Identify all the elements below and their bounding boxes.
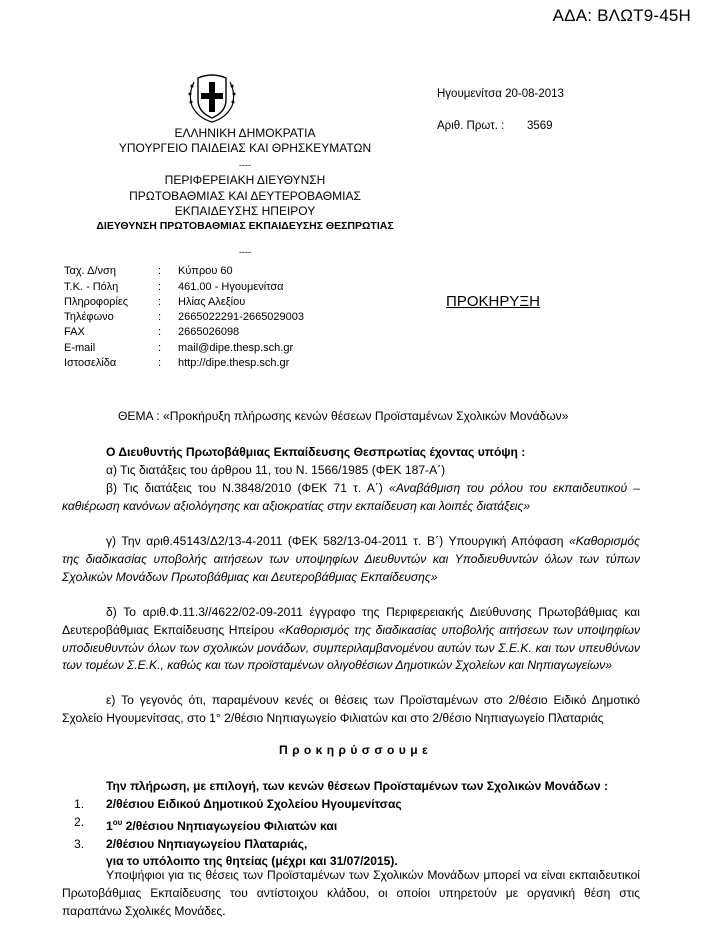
list-item-text: 2/θέσιου Ειδικού Δημοτικού Σχολείου Ηγουμενίτσας [106,797,402,811]
header-regional-line1: ΠΕΡΙΦΕΡΕΙΑΚΗ ΔΙΕΥΘΥΝΣΗ [164,173,326,187]
subject-line: ΘΕΜΑ : «Προκήρυξη πλήρωσης κενών θέσεων Προϊσταμένων Σχολικών Μονάδων» [118,409,569,423]
paragraph-b [62,480,640,516]
greek-coat-of-arms-icon [184,70,240,124]
list-item-text: 2/θέσιου Νηπιαγωγείου Πλαταριάς, [106,836,308,851]
paragraph-b-quote: «Αναβάθμιση του ρόλου του εκπαιδευτικού – καθιέρωση κανόνων αξιολόγησης και αξιοκρατίας στην εκπαίδευση και λοιπές διατάξεις» [62,481,640,513]
contact-value-address: Κύπρου 60 [178,265,233,277]
contact-colon: : [158,281,162,293]
ada-code: ΑΔΑ: ΒΛΩΤ9-45Η [552,6,691,25]
list-number: 3. [74,836,85,851]
list-item [74,796,402,814]
contact-label: E-mail [64,342,96,354]
contact-label: FAX [64,326,85,338]
document-title: ΠΡΟΚΗΡΥΞΗ [446,293,540,310]
list-item-text: 2/θέσιου Νηπιαγωγείου Φιλιατών και [122,818,338,833]
paragraph-e: ε) Το γεγονός ότι, παραμένουν κενές οι θέσεις των Προϊσταμένων στο 2/θέσιο Ειδικό Δημοτικό Σχολείο Ηγουμενίτσας, στο 1° 2/θέσιο Νηπιαγωγείο Φιλιατών και στο 2/θέσιο Νηπιαγωγείο Πλαταριάς [62,693,640,725]
list-item-superscript: ου [112,817,123,827]
contact-colon: : [158,342,162,354]
contact-value-fax: 2665026098 [178,326,240,338]
header-separator: ---- [239,160,251,170]
contact-value-info: Ηλίας Αλεξίου [178,296,246,308]
contact-value-website[interactable]: http://dipe.thesp.sch.gr [178,357,290,369]
paragraph-a: α) Τις διατάξεις του άρθρου 11, του Ν. 1566/1985 (ΦΕΚ 187-Α΄) [106,463,446,477]
list-item-term: για το υπόλοιπο της θητείας (μέχρι και 31/07/2015). [106,854,398,869]
header-separator-2: ---- [239,247,251,257]
list-item-text: 1 [106,818,113,833]
protocol-label: Αριθ. Πρωτ. : [437,120,505,132]
list-number: 2. [74,814,85,829]
list-item [74,814,402,836]
closing-paragraph: Υποψήφιοι για τις θέσεις των Προϊσταμένων των Σχολικών Μονάδων μπορεί να είναι εκπαιδευτικοί Πρωτοβάθμιας Εκπαίδευσης του αντίστοιχου κλάδου, οι οποίοι υπηρετούν με οργανική θέση στις παραπάνω Σχολικές Μονάδες. [62,868,640,918]
header-directorate: ΔΙΕΥΘΥΝΣΗ ΠΡΩΤΟΒΑΘΜΙΑΣ ΕΚΠΑΙΔΕΥΣΗΣ ΘΕΣΠΡΩΤΙΑΣ [96,220,394,232]
list-item [74,836,402,872]
contact-label: Ταχ. Δ/νση [64,265,116,277]
paragraph-b-text: β) Τις διατάξεις του Ν.3848/2010 (ΦΕΚ 71 τ. Α΄) [106,481,389,495]
contact-label: Τηλέφωνο [64,311,114,323]
header-country: ΕΛΛΗΝΙΚΗ ΔΗΜΟΚΡΑΤΙΑ [174,126,316,140]
contact-label: Ιστοσελίδα [64,357,117,369]
paragraph-c-text: γ) Την αριθ.45143/Δ2/13-4-2011 (ΦΕΚ 582/13-04-2011 τ. Β΄) Υπουργική Απόφαση [106,534,570,548]
contact-value-phone: 2665022291-2665029003 [178,311,305,323]
contact-label: Πληροφορίες [64,296,129,308]
place-date: Ηγουμενίτσα 20-08-2013 [437,88,564,100]
intro-line: Ο Διευθυντής Πρωτοβάθμιας Εκπαίδευσης Θεσπρωτίας έχοντας υπόψη : [106,445,526,459]
header-ministry: ΥΠΟΥΡΓΕΙΟ ΠΑΙΔΕΙΑΣ ΚΑΙ ΘΡΗΣΚΕΥΜΑΤΩΝ [118,141,372,155]
paragraph-c-quote: «Καθορισμός της διαδικασίας υποβολής αιτήσεων των υποψηφίων Διευθυντών και Υποδιευθυντών όλων των τύπων Σχολικών Μονάδων Πρωτοβάθμιας και Δευτεροβάθμιας Εκπαίδευσης» [62,534,640,584]
paragraph-c [62,533,640,586]
paragraph-d-text: δ) Το αριθ.Φ.11.3//4622/02-09-2011 έγγραφο της Περιφερειακής Διεύθυνσης Πρωτοβάθμιας και Δευτεροβάθμιας Εκπαίδευσης Ηπείρου [62,605,640,637]
proclaim-heading: Π ρ ο κ η ρ ύ σ σ ο υ μ ε [279,743,429,757]
contact-value-postcode: 461.00 - Ηγουμενίτσα [178,281,284,293]
list-number: 1. [74,797,85,811]
paragraph-d-quote: «Καθορισμός της διαδικασίας υποβολής αιτήσεων των υποψηφίων υποδιευθυντών όλων των σχολικών μονάδων, συμπεριλαμβανομένου αυτών των Σ.Ε.Κ. και των υπευθύνων των τομέων Σ.Ε.Κ., καθώς και των προϊσταμένων ολιγοθέσιων Δημοτικών Σχολείων και Νηπιαγωγείων» [62,622,640,673]
contact-colon: : [158,265,162,277]
contact-colon: : [158,357,162,369]
paragraph-d [62,604,640,675]
contact-colon: : [158,326,162,338]
school-list [74,796,402,871]
protocol-number: 3569 [527,120,553,132]
contact-colon: : [158,311,162,323]
header-regional-line3: ΕΚΠΑΙΔΕΥΣΗΣ ΗΠΕΙΡΟΥ [174,204,316,218]
contact-value-email[interactable]: mail@dipe.thesp.sch.gr [178,342,294,354]
contact-label: Τ.Κ. - Πόλη [64,281,119,293]
header-regional-line2: ΠΡΩΤΟΒΑΘΜΙΑΣ ΚΑΙ ΔΕΥΤΕΡΟΒΑΘΜΙΑΣ [129,189,361,203]
fill-intro: Την πλήρωση, με επιλογή, των κενών θέσεων Προϊσταμένων των Σχολικών Μονάδων : [106,779,608,793]
contact-colon: : [158,296,162,308]
